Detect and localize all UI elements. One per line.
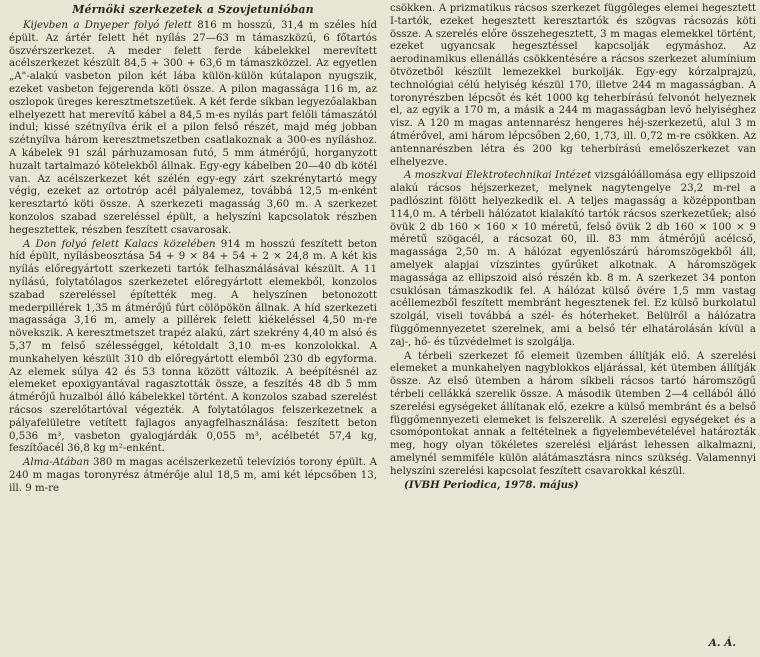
paragraph-body: 816 m hosszú, 31,4 m széles híd épült. Az ártér felett hét nyílás 27—63 m támaszközű, 6 főtartós öszvérszerkezet. A meder felett ferde kábelekkel merevített acélszerkezet készült 84,5 + 300 + 63,6 m támaszközzel. Az egyetlen „A"-alakú vasbeton pilon két lába külön-külön kútalapon nyugszik, ezeket vasbeton fejgerenda köti össze. A pilon magassága 116 m, az oszlopok üreges keresztmetszetűek. A két ferde síkban legyezőalakban elhelyezett hat merevítő kábel a 84,5 m-es nyílás part felőli támaszától indul; kissé szétnyílva érik el a pilon felső részét, majd még jobban szétnyílva három keresztmetszetben csatlakoznak a 300-es nyíláshoz. A kábelek 91 szál párhuzamosan futó, 5 mm átmérőjű, horganyzott huzalt tartalmazó kötelekből állnak. Egy-egy kábelben 20—40 db kötél van. Az acélszerkezet két szélén egy-egy zárt szekrénytartó megy végig, ezeket az ortotróp acél pályalemez, továbbá 12,5 m-enként keresztartó köti össze. A szerkezeti magasság 3,60 m. A szerkezet konzolos szabad szereléssel épült, a helyszíni kapcsolatok részben hegesztettek, részben feszített csavarosak.: [9, 20, 377, 236]
paragraph-tower-continued: [390, 3, 756, 169]
paragraph-body: 380 m magas acélszerkezetű televíziós torony épült. A 240 m magas toronyrész átmérője alul 18,5 m, ami két lépcsőben 13, ill. 9 m-re: [9, 457, 377, 494]
article-title: Mérnöki szerkezetek a Szovjetunióban: [72, 3, 314, 16]
paragraph-body: csökken. A prizmatikus rácsos szerkezet függőleges elemei hegesztett I-tartók, ezeket hegesztett keresztartók és szögvas rácsozás köti össze. A szerelés előre összehegesztett, 3 m magas elemekkel történt, ezeket ugyancsak hegesztéssel kapcsolják egymáshoz. Az aerodinamikus ellenállás csökkentésére a rácsos szerkezet alumínium ötvözetből készült lemezekkel burkolják. Egy-egy kórzalprajzú, technológiai célú helyiség készül 170, illetve 244 m magasságban. A toronyrészben lépcsőt és két 1000 kg teherbírású felvonót helyeznek el, az egyik a 170 m, a másik a 244 m magasságban levő helyiséghez visz. A 120 m magas antennarész hengeres héj-szerkezetű, alul 3 m átmérővel, ami három lépcsőben 2,60, 1,73, ill. 0,72 m-re csökken. Az antennarészben létra és 200 kg teherbírású emelőszerkezet van elhelyezve.: [390, 3, 756, 168]
paragraph-don: [9, 239, 377, 457]
paragraph-moscow: [390, 170, 756, 349]
left-column: [9, 3, 385, 657]
paragraph-lead: Kijevben a Dnyeper folyó felett: [23, 20, 192, 31]
paragraph-body: A térbeli szerkezet fő elemeit üzemben állítják elő. A szerelési elemeket a munkahelyen nagyblokkos eljárással, két ütemben állítják össze. Az első ütemben a három síkbeli rácsos tartó háromszögű térbeli cellákká szerelik össze. A második ütemben 2—4 cellából álló szerelési egységeket állítanak elő, ezekre a külső membránt és a belső függőmennyezeti elemeket is felszerelik. A szerelési egységeket és a csomópontokat annak a feltételnek a figyelembevételével határozták meg, hogy olyan tökéletes szerelési eljárást lehessen alkalmazni, amelynél semmiféle külön alátámasztásra nincs szükség. Valamennyi helyszíni szerelési kapcsolat feszített csavarokkal készül.: [390, 350, 756, 477]
paragraph-body: vizsgálóállomása egy ellipszoid alakú rácsos héjszerkezet, melynek nagytengelye 23,2 m-rel a padlószint fölött helyezkedik el. A teljes magasság a középpontban 114,0 m. A térbeli hálózatot kialakító tartók rácsos szerkezetűek; alsó övük 2 db 160 × 160 × 10 méretű, felső övük 2 db 160 × 100 × 9 méretű szögacél, a rácsozat 60, ill. 83 mm átmérőjű acélcső, magassága 2,50 m. A hálózat egyenlőszárú háromszögekből áll, amelyek alapjai vízszintes gyűrűket alkotnak. A háromszögek magassága az ellipszoid alsó részén kb. 8 m. A szerkezet 34 ponton csuklósan támaszkodik fel. A hálózat külső övére 1,5 mm vastag acéllemezből feszített membránt hegesztenek fel. Ez külső burkolatul szolgál, viseli továbbá a szél- és hóterheket. Belülről a hálózatra függőmennyezetet szerelnek, ami a belső tér elhatárolásán kívül a zaj-, hő- és tűzvédelmet is szolgálja.: [390, 170, 756, 348]
author-signature: A. Á.: [708, 637, 736, 649]
paragraph-alma-ata: [9, 457, 377, 495]
paragraph-kijev: [9, 20, 377, 238]
paragraph-assembly: [390, 351, 756, 479]
right-column: [385, 3, 756, 657]
paragraph-lead: A Don folyó felett Kalacs közelében: [23, 238, 216, 250]
paragraph-lead: Alma-Atában: [23, 457, 90, 469]
source-citation: (IVBH Periodica, 1978. május): [404, 479, 579, 492]
paragraph-lead: A moszkvai Elektrotechnikai Intézet: [404, 170, 592, 182]
paragraph-body: 914 m hosszú feszített beton híd épült, nyílásbeosztása 54 + 9 × 84 + 54 + 2 × 24,8 m. A két kis nyílás előregyártott szerkezeti tartók felhasználásával készült. A 11 nyílású, folytatólagos szerkezetet előregyártott elemekből, konzolos szabad szereléssel építették meg. A helyszínen betonozott mederpillérek 1,35 m átmérőjű fúrt cölöpökön állnak. A híd szerkezeti magassága 3,16 m, amely a pillérek felett kiékeléssel 4,50 m-re növekszik. A keresztmetszet trapéz alakú, zárt szekrény 4,40 m alsó és 5,37 m felső szélességgel, kétoldalt 3,10 m-es konzolokkal. A munkahelyen készült 310 db előregyártott elemből 230 db egyforma. Az elemek súlya 42 és 53 tonna között változik. A beépítésnél az elemeket epoxigyantával ragasztották össze, a feszítés 48 db 5 mm átmérőjű huzalból álló kábelekkel történt. A konzolos szabad szerelést rácsos szerelőtartóval végezték. A folytatólagos felszerkezetnek a pályafelületre vetített fajlagos anyagfelhasználása: feszített beton 0,536 m³, vasbeton gyalogjárdák 0,055 m³, acélbetét 57,4 kg, feszítőacél 36,8 kg m²-enként.: [9, 238, 377, 455]
